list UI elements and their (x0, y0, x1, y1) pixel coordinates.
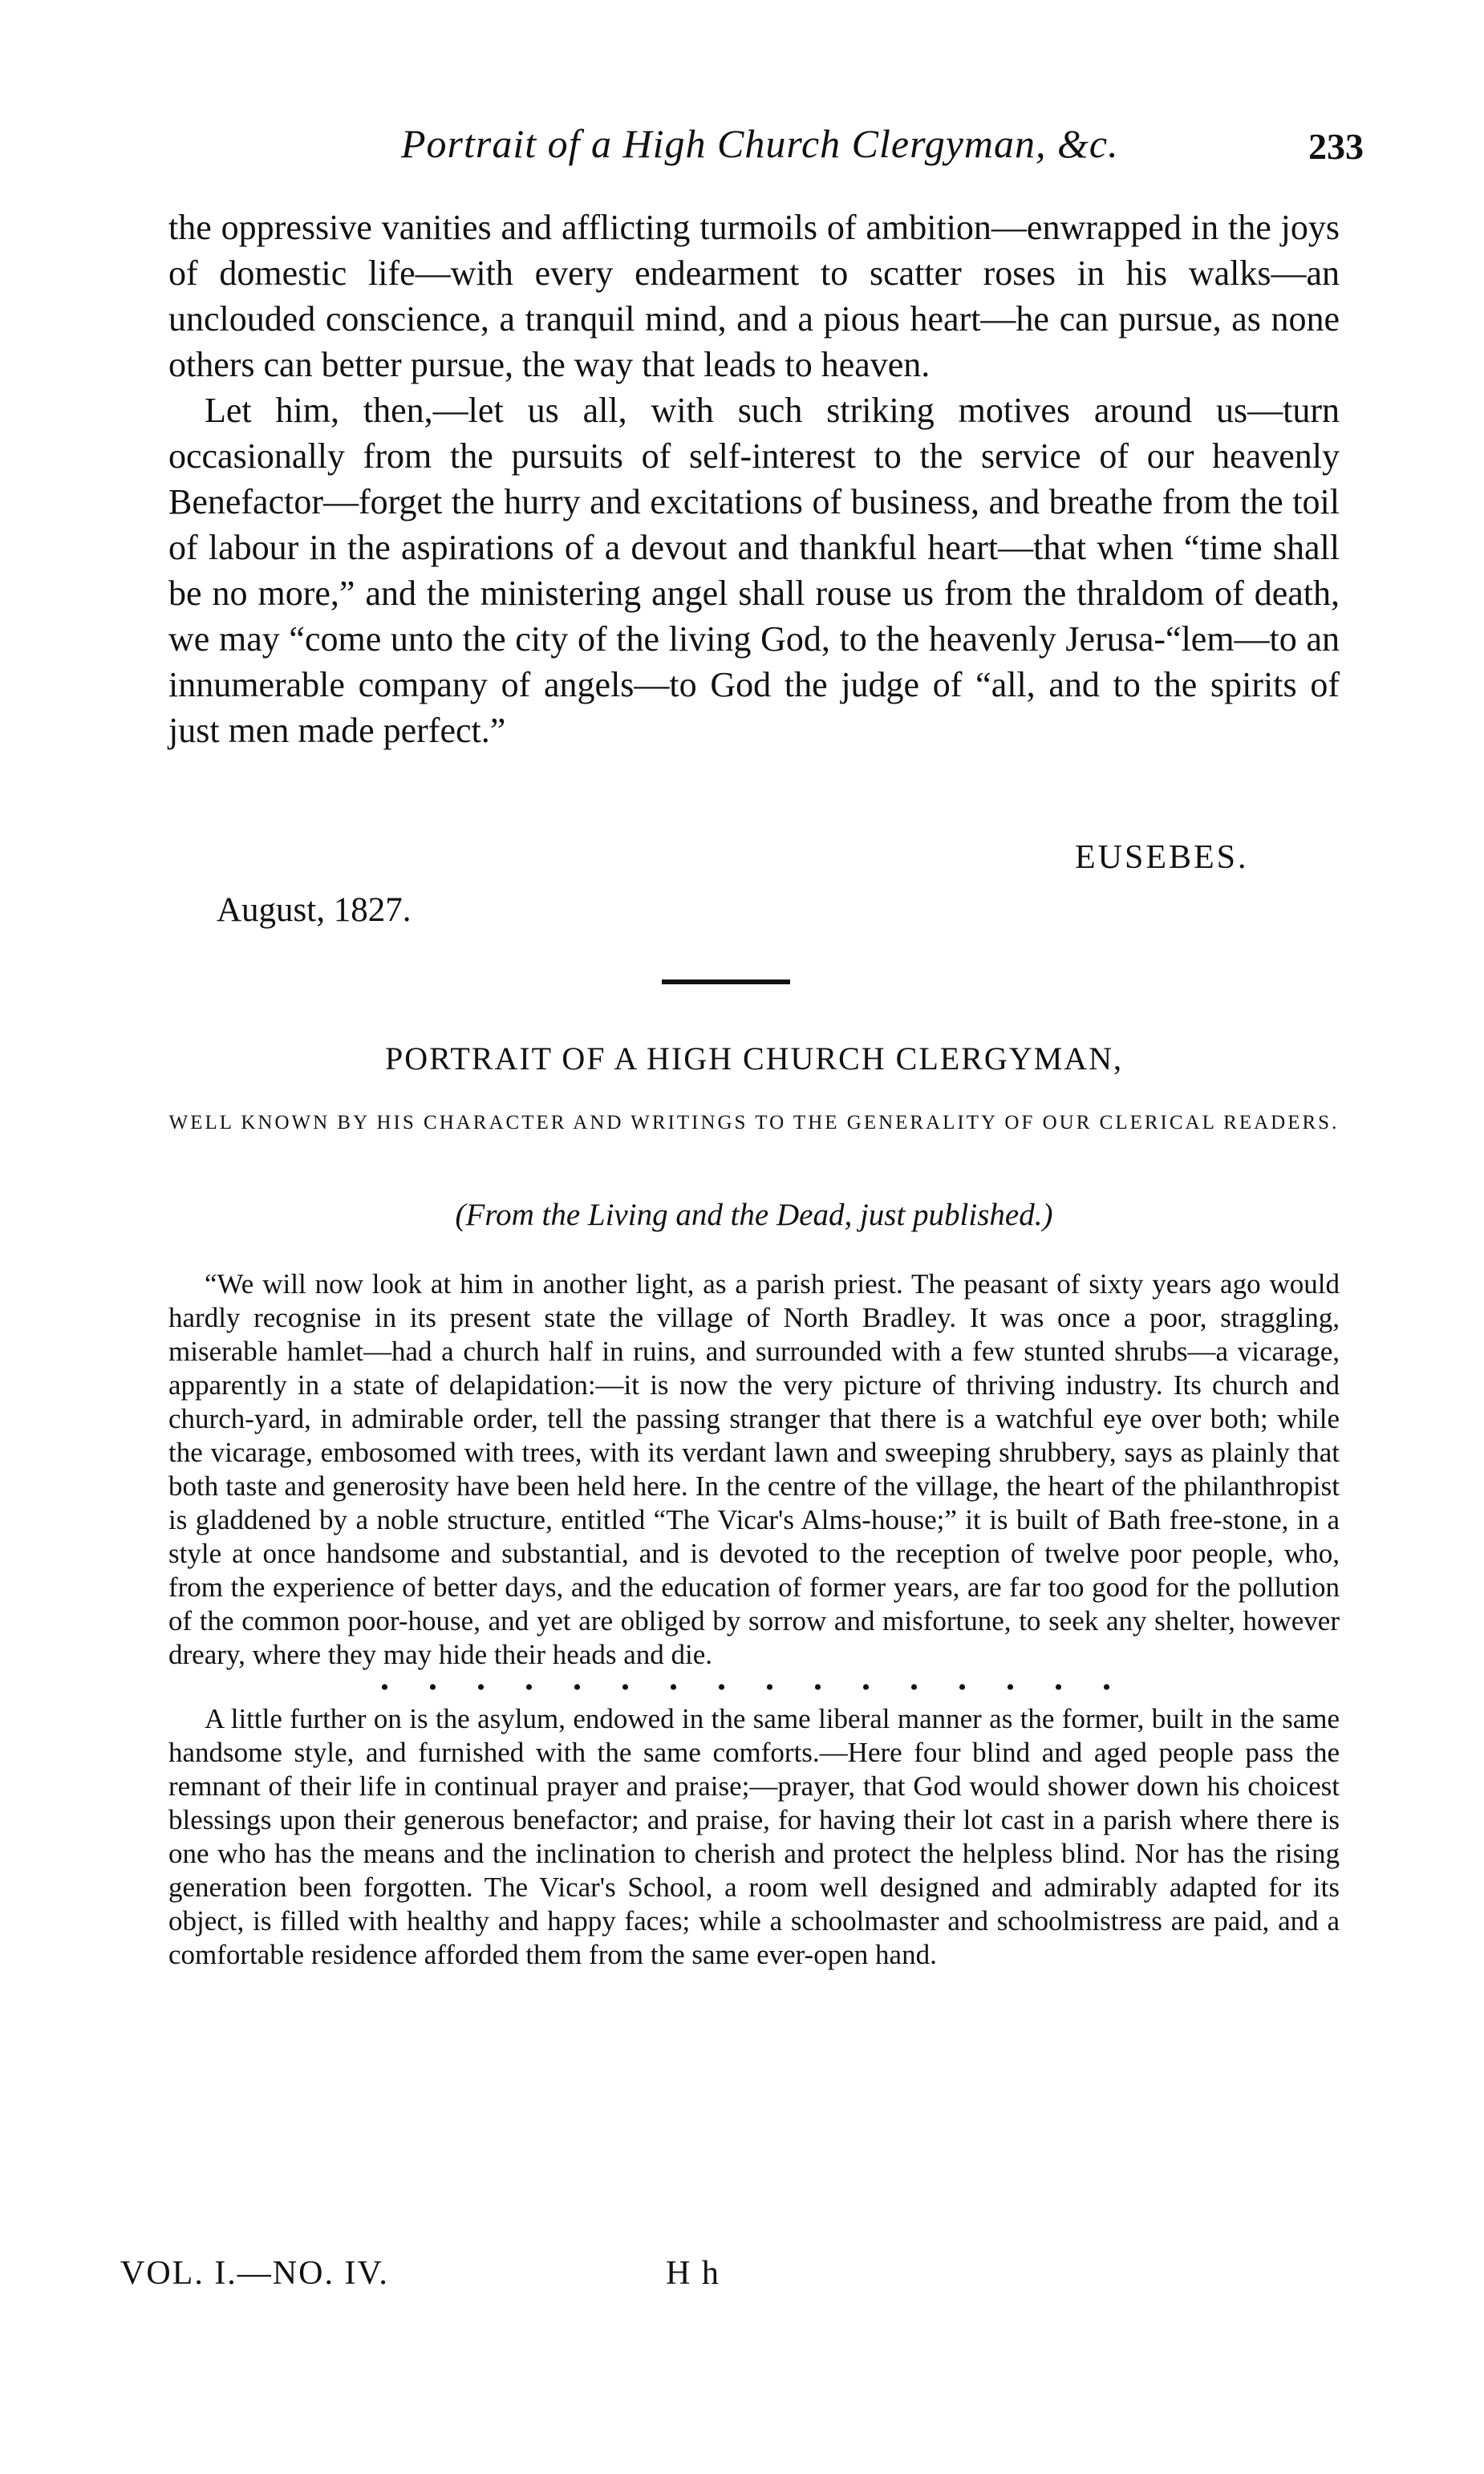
previous-article-text (168, 205, 1340, 753)
article-date: August, 1827. (217, 891, 412, 929)
article-title: PORTRAIT OF A HIGH CHURCH CLERGYMAN, (384, 1040, 1124, 1077)
section-break-dots: • • • • • • • • • • • • • • • • (380, 1674, 1128, 1701)
source-note: (From the Living and the Dead, just published.) (455, 1198, 1053, 1232)
continued-paragraph: the oppressive vanities and afflicting turmoils of ambition—enwrapped in the joys of domestic life—with every endearment to scatter roses in his walks—an unclouded conscience, a tranquil mind, and a pious heart—he can pursue, as none others can better pursue, the way that leads to heaven. (168, 208, 1340, 384)
sheet-signature-mark: H h (666, 2255, 720, 2292)
volume-signature-mark: VOL. I.—NO. IV. (120, 2255, 389, 2292)
page-footer (120, 2254, 1324, 2302)
article-subtitle: WELL KNOWN BY HIS CHARACTER AND WRITINGS TO THE GENERALITY OF OUR CLERICAL READERS. (168, 1112, 1340, 1134)
closing-paragraph: Let him, then,—let us all, with such striking motives around us—turn occasionally from the pursuits of self-interest to the service of our heavenly Benefactor—forget the hurry and excitations of business, and breathe from the toil of labour in the aspirations of a devout and thankful heart—that when “time shall be no more,” and the ministering angel shall rouse us from the thraldom of death, we may “come unto the city of the living God, to the heavenly Jerusa-“lem—to an innumerable company of angels—to God the judge of “all, and to the spirits of just men made perfect.” (168, 391, 1340, 750)
running-head (401, 120, 1364, 193)
section-divider (662, 979, 790, 984)
running-title: Portrait of a High Church Clergyman, &c. (401, 121, 1119, 166)
article-paragraph-asylum: A little further on is the asylum, endowed in the same liberal manner as the former, built in the same handsome style, and furnished with the same comforts.—Here four blind and aged people pass the remnant of their life in continual prayer and praise;—prayer, that God would shower down his choicest blessings upon their generous benefactor; and praise, for having their lot cast in a parish where there is one who has the means and the inclination to cherish and protect the helpless blind. Nor has the rising generation been forgotten. The Vicar's School, a room well designed and admirably adapted for its object, is filled with healthy and happy faces; while a schoolmaster and schoolmistress are paid, and a comfortable residence afforded them from the same ever-open hand. (168, 1703, 1340, 1970)
article-paragraph-village: “We will now look at him in another light, as a parish priest. The peasant of sixty years ago would hardly recognise in its present state the village of North Bradley. It was once a poor, straggling, miserable hamlet—had a church half in ruins, and surrounded with a few stunted shrubs—a vicarage, apparently in a state of delapidation:—it is now the very picture of thriving industry. Its church and church-yard, in admirable order, tell the passing stranger that there is a watchful eye over both; while the vicarage, embosomed with trees, with its verdant lawn and sweeping shrubbery, says as plainly that both taste and generosity have been held here. In the centre of the village, the heart of the philanthropist is gladdened by a noble structure, entitled “The Vicar's Alms-house;” it is built of Bath free-stone, in a style at once handsome and substantial, and is devoted to the reception of twelve poor people, who, from the experience of better days, and the education of former years, are far too good for the pollution of the common poor-house, and yet are obliged by sorrow and misfortune, to seek any shelter, however dreary, where they may hide their heads and die. (168, 1268, 1340, 1670)
article-body (168, 1267, 1340, 1972)
page-number: 233 (1308, 126, 1364, 167)
author-signature: EUSEBES. (1075, 839, 1249, 876)
